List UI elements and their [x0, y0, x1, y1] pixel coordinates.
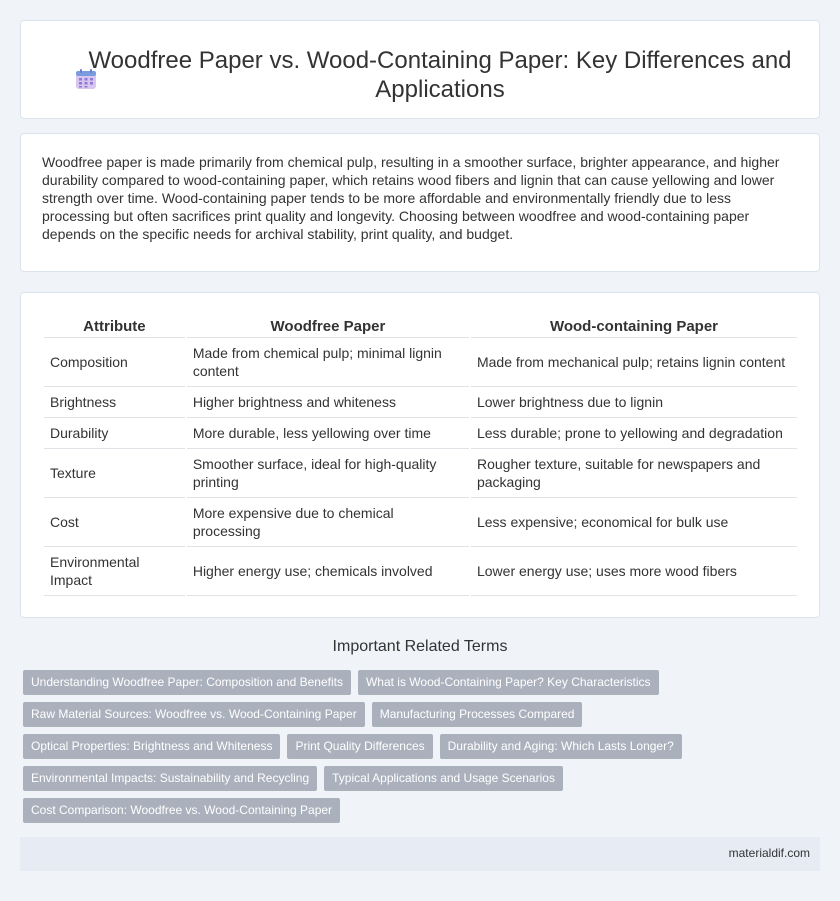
related-term-tag[interactable]: Raw Material Sources: Woodfree vs. Wood-Containing Paper — [23, 702, 365, 727]
table-row — [44, 418, 797, 449]
column-header-attribute: Attribute — [44, 316, 185, 338]
comparison-table-card — [20, 292, 820, 618]
wood-containing-cell: Less expensive; economical for bulk use — [471, 498, 797, 547]
wood-containing-cell: Less durable; prone to yellowing and degradation — [471, 418, 797, 449]
attribute-cell: Durability — [44, 418, 185, 449]
intro-paragraph: Woodfree paper is made primarily from chemical pulp, resulting in a smoother surface, brighter appearance, and higher durability compared to wood-containing paper, which retains wood fibers and lignin that can cause yellowing and lower strength over time. Wood-containing paper tends to be more affordable and environmentally friendly due to less processing but often sacrifices print quality and longevity. Choosing between woodfree and wood-containing paper depends on the specific needs for archival stability, print quality, and budget. — [42, 154, 780, 242]
related-term-tag[interactable]: Optical Properties: Brightness and Whiteness — [23, 734, 280, 759]
wood-containing-cell: Made from mechanical pulp; retains lignin content — [471, 338, 797, 387]
column-header-wood-containing: Wood-containing Paper — [471, 316, 797, 338]
table-row — [44, 498, 797, 547]
table-row — [44, 449, 797, 498]
footer — [20, 837, 820, 871]
title-card — [20, 20, 820, 119]
woodfree-cell: Higher brightness and whiteness — [187, 387, 469, 418]
related-term-tag[interactable]: Understanding Woodfree Paper: Composition and Benefits — [23, 670, 351, 695]
related-term-tag[interactable]: Manufacturing Processes Compared — [372, 702, 583, 727]
woodfree-cell: More durable, less yellowing over time — [187, 418, 469, 449]
woodfree-cell: Smoother surface, ideal for high-quality printing — [187, 449, 469, 498]
related-term-tag[interactable]: Cost Comparison: Woodfree vs. Wood-Containing Paper — [23, 798, 340, 823]
attribute-cell: Brightness — [44, 387, 185, 418]
related-term-tag[interactable]: Print Quality Differences — [287, 734, 432, 759]
page-title: Woodfree Paper vs. Wood-Containing Paper: Key Differences and Applications — [88, 47, 792, 103]
wood-containing-cell: Lower energy use; uses more wood fibers — [471, 547, 797, 596]
attribute-cell: Environmental Impact — [44, 547, 185, 596]
related-term-tag[interactable]: Typical Applications and Usage Scenarios — [324, 766, 563, 791]
related-term-tag[interactable]: Durability and Aging: Which Lasts Longer? — [440, 734, 682, 759]
attribute-cell: Composition — [44, 338, 185, 387]
comparison-table — [42, 316, 799, 596]
table-row — [44, 338, 797, 387]
wood-containing-cell: Rougher texture, suitable for newspapers and packaging — [471, 449, 797, 498]
related-term-tag[interactable]: Environmental Impacts: Sustainability and Recycling — [23, 766, 317, 791]
table-row — [44, 547, 797, 596]
woodfree-cell: Higher energy use; chemicals involved — [187, 547, 469, 596]
related-terms-list — [23, 670, 703, 830]
table-header-row — [44, 316, 797, 338]
footer-site-link[interactable]: materialdif.com — [728, 846, 810, 860]
attribute-cell: Texture — [44, 449, 185, 498]
column-header-woodfree: Woodfree Paper — [187, 316, 469, 338]
related-terms-title: Important Related Terms — [332, 638, 508, 655]
table-row — [44, 387, 797, 418]
wood-containing-cell: Lower brightness due to lignin — [471, 387, 797, 418]
attribute-cell: Cost — [44, 498, 185, 547]
intro-card — [20, 133, 820, 272]
woodfree-cell: Made from chemical pulp; minimal lignin content — [187, 338, 469, 387]
related-term-tag[interactable]: What is Wood-Containing Paper? Key Characteristics — [358, 670, 659, 695]
woodfree-cell: More expensive due to chemical processing — [187, 498, 469, 547]
